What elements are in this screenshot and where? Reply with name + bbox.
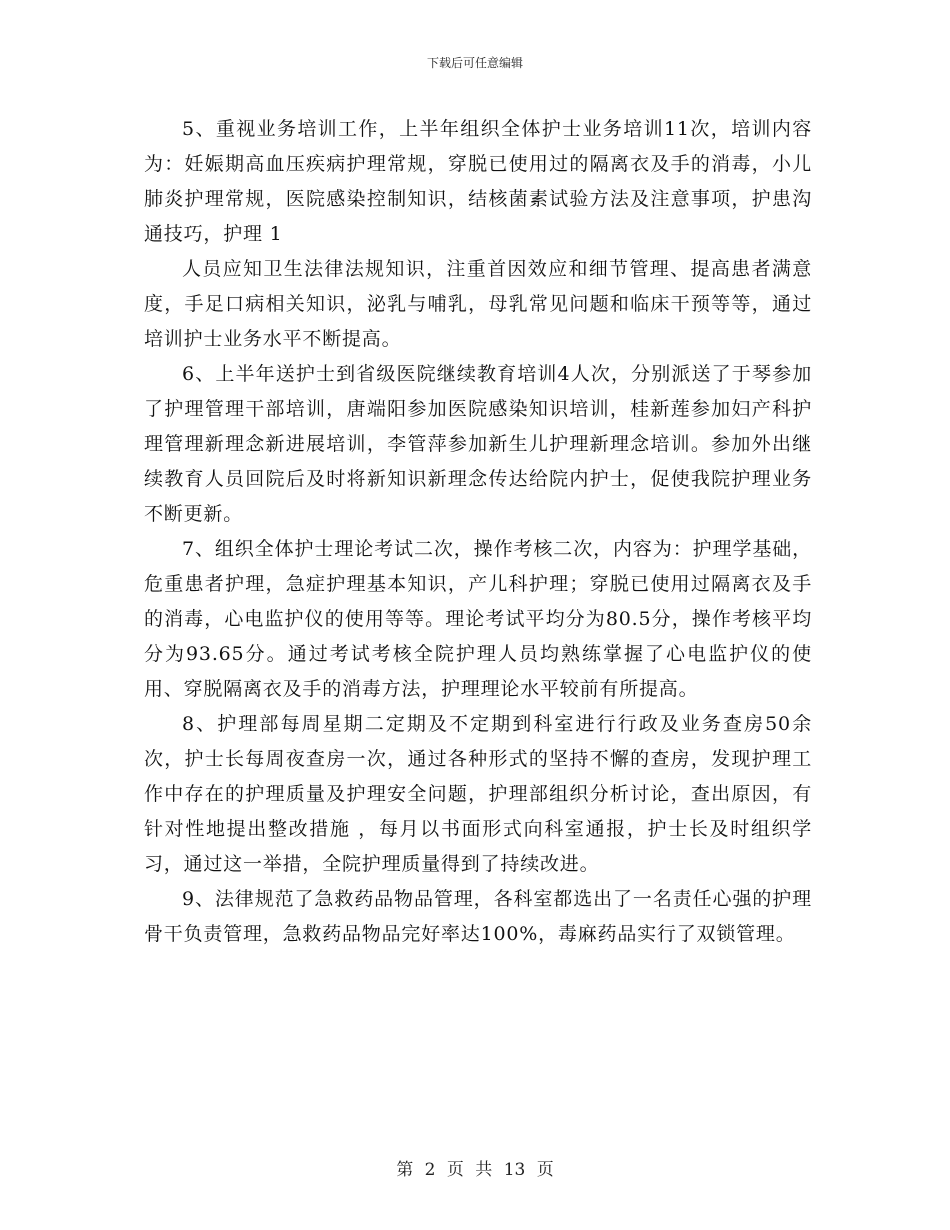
paragraph-5-continued: 人员应知卫生法律法规知识，注重首因效应和细节管理、提高患者满意度，手足口病相关知识，泌乳与哺乳，母乳常见问题和临床干预等等，通过培训护士业务水平不断提高。 [144,258,812,350]
paragraph-6: 6、上半年送护士到省级医院继续教育培训4人次，分别派送了于琴参加了护理管理干部培训，唐端阳参加医院感染知识培训，桂新莲参加妇产科护理管理新理念新进展培训，李管萍参加新生儿护理新理念培训。参加外出继续教育人员回院后及时将新知识新理念传达给院内护士，促使我院护理业务不断更新。 [144,363,812,525]
paragraph-8: 8、护理部每周星期二定期及不定期到科室进行行政及业务查房50余次，护士长每周夜查房一次，通过各种形式的坚持不懈的查房，发现护理工作中存在的护理质量及护理安全问题，护理部组织分析讨论，查出原因，有针对性地提出整改措施 ，每月以书面形式向科室通报，护士长及时组织学习，通过这一举措，全院护理质量得到了持续改进。 [144,713,812,875]
paragraph-7: 7、组织全体护士理论考试二次，操作考核二次，内容为：护理学基础， 危重患者护理，急症护理基本知识，产儿科护理；穿脱已使用过隔离衣及手的消毒，心电监护仪的使用等等。理论考试平均分为80.5分，操作考核平均分为93.65分。通过考试考核全院护理人员均熟练掌握了心电监护仪的使用、穿脱隔离衣及手的消毒方法，护理理论水平较前有所提高。 [144,538,812,700]
document-body [144,112,812,952]
page-header: 下载后可任意编辑 [426,56,523,70]
page-footer: 第 2 页 共 13 页 [396,1160,554,1180]
paragraph-5: 5、重视业务培训工作，上半年组织全体护士业务培训11次，培训内容为：妊娠期高血压疾病护理常规，穿脱已使用过的隔离衣及手的消毒，小儿肺炎护理常规，医院感染控制知识，结核菌素试验方法及注意事项，护患沟通技巧，护理 1 [144,118,812,245]
paragraph-9: 9、法律规范了急救药品物品管理，各科室都选出了一名责任心强的护理骨干负责管理，急救药品物品完好率达100%，毒麻药品实行了双锁管理。 [144,888,812,945]
